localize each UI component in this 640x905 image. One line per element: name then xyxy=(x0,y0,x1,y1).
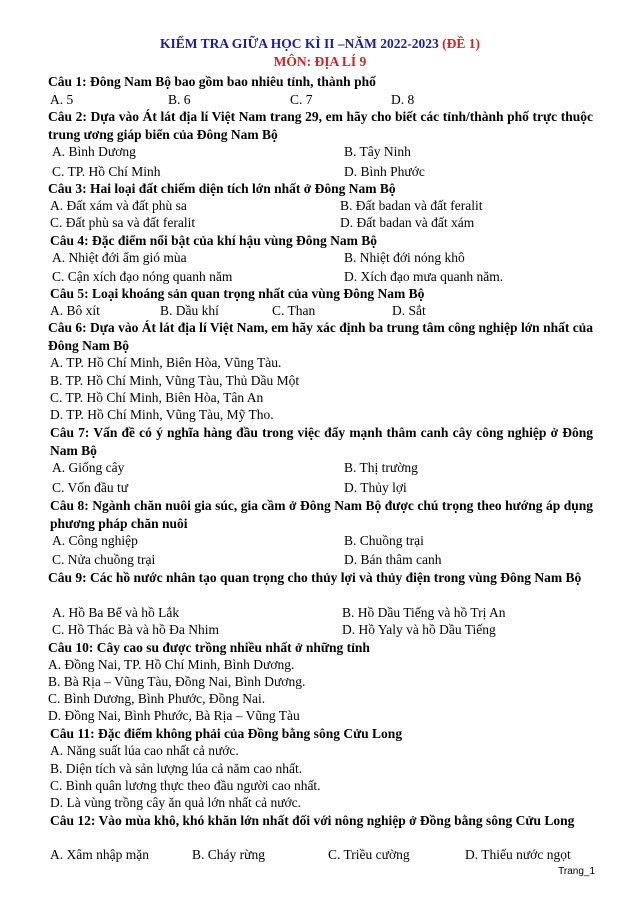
q10-option-a: A. Đồng Nai, TP. Hồ Chí Minh, Bình Dương. xyxy=(48,657,295,672)
q6-option-d: D. TP. Hồ Chí Minh, Vũng Tàu, Mỹ Tho. xyxy=(50,407,274,422)
q1-option-d: D. 8 xyxy=(391,92,415,107)
q11-option-d: D. Là vùng trồng cây ăn quả lớn nhất cả nước. xyxy=(50,795,302,810)
q3-option-a: A. Đất xám và đất phù sa xyxy=(50,198,187,213)
q2-option-c: C. TP. Hồ Chí Minh xyxy=(52,164,161,179)
q7-option-c: C. Vốn đầu tư xyxy=(52,480,129,495)
q12-option-b: B. Cháy rừng xyxy=(192,847,265,862)
q1-option-a: A. 5 xyxy=(50,92,74,107)
q8-option-c: C. Nửa chuồng trại xyxy=(52,552,156,567)
q6-option-c: C. TP. Hồ Chí Minh, Biên Hòa, Tân An xyxy=(50,390,264,405)
q2-option-b: B. Tây Ninh xyxy=(344,144,411,159)
q10-option-d: D. Đồng Nai, Bình Phước, Bà Rịa – Vũng Tàu xyxy=(48,708,300,723)
page-number: Trang_1 xyxy=(558,866,595,877)
q1-option-b: B. 6 xyxy=(168,92,191,107)
q3-option-b: B. Đất badan và đất feralit xyxy=(340,198,483,213)
q5-option-b: B. Dầu khí xyxy=(160,303,219,318)
q6-option-b: B. TP. Hồ Chí Minh, Vũng Tàu, Thủ Dầu Một xyxy=(50,373,300,388)
q9-option-b: B. Hồ Dầu Tiếng và hồ Trị An xyxy=(342,605,506,620)
q7-option-a: A. Giống cây xyxy=(52,460,125,475)
question-11: Câu 11: Đặc điểm không phải của Đồng bằng sông Cửu Long xyxy=(50,726,403,741)
q2-option-a: A. Bình Dương xyxy=(52,144,136,159)
q4-option-c: C. Cận xích đạo nóng quanh năm xyxy=(52,269,233,284)
q9-option-c: C. Hồ Thác Bà và hồ Đa Nhim xyxy=(52,622,219,637)
q10-option-c: C. Bình Dương, Bình Phước, Đồng Nai. xyxy=(48,691,266,706)
q12-option-d: D. Thiếu nước ngọt xyxy=(465,847,571,862)
exam-code: (ĐỀ 1) xyxy=(442,36,480,51)
q9-option-d: D. Hồ Yaly và hồ Dầu Tiếng xyxy=(342,622,496,637)
q5-option-a: A. Bô xít xyxy=(50,303,100,318)
q3-option-d: D. Đất badan và đất xám xyxy=(340,215,475,230)
question-1: Câu 1: Đông Nam Bộ bao gồm bao nhiêu tỉnh, thành phố xyxy=(48,74,376,89)
q7-option-d: D. Thủy lợi xyxy=(344,480,407,495)
q4-option-d: D. Xích đạo mưa quanh năm. xyxy=(344,269,504,284)
question-6: Câu 6: Dựa vào Át lát địa lí Việt Nam, em hãy xác định ba trung tâm công nghiệp lớn nhất của Đông Nam Bộ xyxy=(48,320,593,353)
q8-option-b: B. Chuồng trại xyxy=(344,533,424,548)
question-2: Câu 2: Dựa vào Át lát địa lí Việt Nam trang 29, em hãy cho biết các tỉnh/thành phố trực thuộc trung ương giáp biển của Đông Nam Bộ xyxy=(48,109,593,142)
question-3: Câu 3: Hai loại đất chiếm diện tích lớn nhất ở Đông Nam Bộ xyxy=(48,181,396,196)
q4-option-a: A. Nhiệt đới ẩm gió mùa xyxy=(52,250,187,265)
q12-option-a: A. Xâm nhập mặn xyxy=(50,847,149,862)
question-4: Câu 4: Đặc điểm nổi bật của khí hậu vùng Đông Nam Bộ xyxy=(50,233,378,248)
q3-option-c: C. Đất phù sa và đất feralit xyxy=(50,215,196,230)
question-12: Câu 12: Vào mùa khô, khó khăn lớn nhất đối với nông nghiệp ở Đồng bằng sông Cửu Long xyxy=(50,813,575,828)
question-9: Câu 9: Các hồ nước nhân tạo quan trọng cho thủy lợi và thủy điện trong vùng Đông Nam Bộ xyxy=(48,570,582,585)
q8-option-d: D. Bán thâm canh xyxy=(344,552,442,567)
q4-option-b: B. Nhiệt đới nóng khô xyxy=(344,250,465,265)
q2-option-d: D. Bình Phước xyxy=(344,164,425,179)
q8-option-a: A. Công nghiệp xyxy=(52,533,138,548)
question-7: Câu 7: Vấn đề có ý nghĩa hàng đầu trong việc đẩy mạnh thâm canh cây công nghiệp ở Đông Nam Bộ xyxy=(50,425,593,458)
question-5: Câu 5: Loại khoáng sản quan trọng nhất của vùng Đông Nam Bộ xyxy=(50,286,425,301)
exam-title: KIỂM TRA GIỮA HỌC KÌ II –NĂM 2022-2023 (ĐỀ 1) xyxy=(160,36,480,51)
q9-option-a: A. Hồ Ba Bể và hồ Lắk xyxy=(52,605,180,620)
q6-option-a: A. TP. Hồ Chí Minh, Biên Hòa, Vũng Tàu. xyxy=(50,355,282,370)
q5-option-c: C. Than xyxy=(272,303,316,318)
q7-option-b: B. Thị trường xyxy=(344,460,418,475)
question-10: Câu 10: Cây cao su được trồng nhiều nhất ở những tỉnh xyxy=(48,640,370,655)
q1-option-c: C. 7 xyxy=(290,92,313,107)
q5-option-d: D. Sắt xyxy=(392,303,426,318)
q10-option-b: B. Bà Rịa – Vũng Tàu, Đồng Nai, Bình Dương. xyxy=(48,674,306,689)
question-8: Câu 8: Ngành chăn nuôi gia súc, gia cầm ở Đông Nam Bộ được chú trọng theo hướng áp dụng phương pháp chăn nuôi xyxy=(50,498,593,531)
q11-option-b: B. Diện tích và sản lượng lúa cả năm cao nhất. xyxy=(50,761,303,776)
q11-option-a: A. Năng suất lúa cao nhất cả nước. xyxy=(50,743,239,758)
subject-title: MÔN: ĐỊA LÍ 9 xyxy=(273,54,367,69)
q12-option-c: C. Triều cường xyxy=(328,847,410,862)
q11-option-c: C. Bình quân lương thực theo đầu người cao nhất. xyxy=(50,778,321,793)
